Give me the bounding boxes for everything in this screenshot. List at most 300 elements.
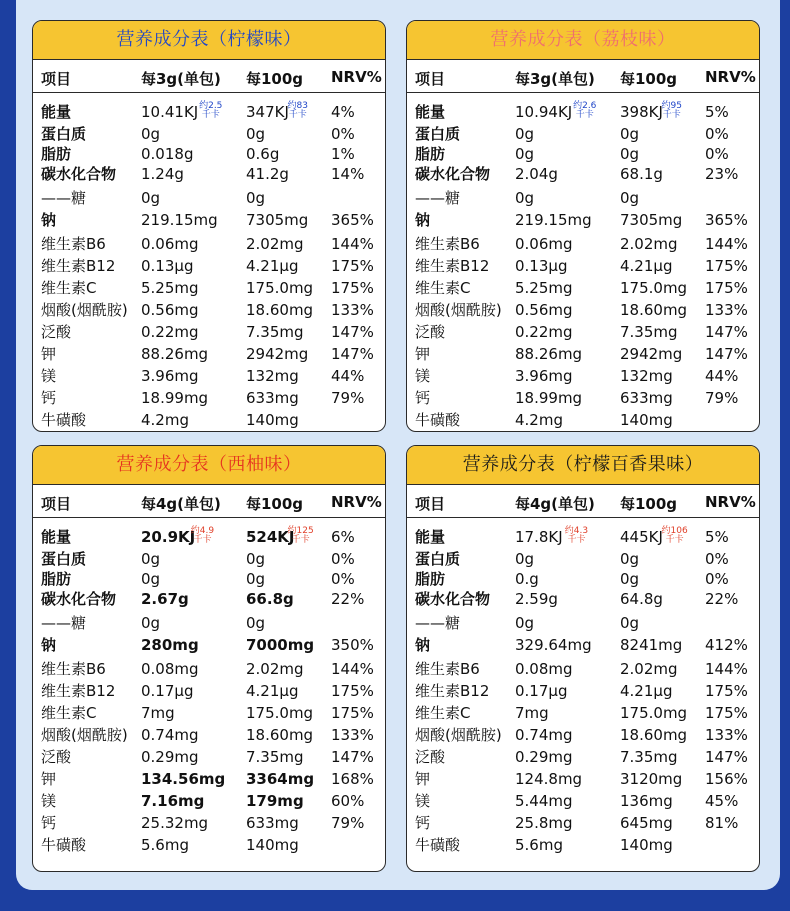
table-header — [33, 61, 385, 93]
nutrient-name: 钾 — [41, 770, 57, 788]
table-row — [407, 568, 759, 590]
per-100g-value: 140mg — [246, 836, 299, 854]
nutrient-name: 脂肪 — [415, 570, 446, 588]
nutrient-name: ——糖 — [41, 189, 87, 207]
header-nrv: NRV% — [705, 493, 756, 511]
nutrient-name: 能量 — [41, 103, 72, 121]
nutrient-name: 牛磺酸 — [415, 836, 461, 854]
per-pack-value: 0g — [141, 614, 161, 632]
per-pack-value: 5.44mg — [515, 792, 573, 810]
per-pack-value: 329.64mg — [515, 636, 592, 654]
table-row — [407, 187, 759, 209]
per-100g-value: 0g — [620, 570, 640, 588]
per-100g-value: 41.2g — [246, 165, 289, 183]
per-100g-value: 179mg — [246, 792, 304, 810]
per-100g-value: 7.35mg — [246, 748, 304, 766]
per-pack-value: 2.04g — [515, 165, 558, 183]
per-pack-value: 18.99mg — [515, 389, 583, 407]
nrv-value: 5% — [705, 528, 729, 546]
table-row — [33, 233, 385, 255]
per-100g-value: 8241mg — [620, 636, 683, 654]
header-per-100g: 每100g — [246, 495, 304, 513]
header-nrv: NRV% — [331, 68, 382, 86]
nrv-value: 0% — [705, 570, 729, 588]
table-row — [33, 768, 385, 790]
nrv-value: 133% — [705, 301, 748, 319]
table-row — [407, 588, 759, 610]
header-per-pack: 每3g(单包) — [141, 70, 221, 88]
per-pack-value: 0g — [515, 125, 535, 143]
header-nrv: NRV% — [705, 68, 756, 86]
table-row — [33, 680, 385, 702]
table-row — [33, 702, 385, 724]
per-pack-value: 0.g — [515, 570, 539, 588]
nutrient-name: 钾 — [41, 345, 57, 363]
kcal-annotation: 约4.3 千卡 — [564, 526, 589, 545]
per-pack-value: 280mg — [141, 636, 199, 654]
kcal-annotation: 约106 千卡 — [661, 526, 688, 545]
per-pack-value: 18.99mg — [141, 389, 209, 407]
per-100g-value: 4.21μg — [246, 257, 299, 275]
nutrient-name: 烟酸(烟酰胺) — [41, 726, 128, 744]
per-100g-value: 66.8g — [246, 590, 294, 608]
per-pack-value: 0.13μg — [141, 257, 194, 275]
per-100g-value: 18.60mg — [246, 301, 314, 319]
nutrient-name: ——糖 — [415, 189, 461, 207]
per-100g-value: 140mg — [620, 836, 673, 854]
table-row — [33, 790, 385, 812]
per-pack-value: 2.59g — [515, 590, 558, 608]
nutrient-name: 维生素C — [415, 704, 471, 722]
nrv-value: 5% — [705, 103, 729, 121]
per-100g-value: 4.21μg — [620, 682, 673, 700]
nrv-value: 22% — [705, 590, 739, 608]
per-100g-value: 0g — [620, 189, 640, 207]
nrv-value: 4% — [331, 103, 355, 121]
nrv-value: 350% — [331, 636, 374, 654]
table-row — [407, 834, 759, 856]
nrv-value: 60% — [331, 792, 365, 810]
per-100g-value: 132mg — [620, 367, 673, 385]
per-pack-value: 7.16mg — [141, 792, 205, 810]
nutrient-name: 镁 — [415, 367, 431, 385]
nrv-value: 144% — [331, 235, 374, 253]
per-100g-value: 0g — [246, 550, 266, 568]
nutrient-name: 钙 — [41, 814, 57, 832]
per-pack-value: 5.25mg — [141, 279, 199, 297]
table-row — [33, 277, 385, 299]
nutrient-name: 钙 — [41, 389, 57, 407]
nrv-value: 0% — [331, 550, 355, 568]
nrv-value: 0% — [705, 125, 729, 143]
per-pack-value: 0.29mg — [515, 748, 573, 766]
nutrient-name: 牛磺酸 — [415, 411, 461, 429]
header-per-pack: 每4g(单包) — [515, 495, 595, 513]
nutrient-name: 蛋白质 — [415, 550, 461, 568]
nutrient-name: 维生素B6 — [41, 660, 106, 678]
per-pack-value: 134.56mg — [141, 770, 226, 788]
header-divider — [33, 517, 385, 518]
per-100g-value: 136mg — [620, 792, 673, 810]
per-pack-value: 0g — [141, 189, 161, 207]
nutrient-name: 碳水化合物 — [41, 590, 117, 608]
nutrient-name: 镁 — [415, 792, 431, 810]
table-header — [407, 61, 759, 93]
table-row — [407, 812, 759, 834]
per-100g-value: 175.0mg — [620, 279, 688, 297]
table-row — [33, 612, 385, 634]
per-pack-value: 3.96mg — [515, 367, 573, 385]
per-100g-value: 18.60mg — [620, 726, 688, 744]
per-100g-value: 132mg — [246, 367, 299, 385]
nrv-value: 44% — [331, 367, 365, 385]
per-100g-value: 2942mg — [620, 345, 683, 363]
nutrient-name: 维生素B6 — [415, 660, 480, 678]
nutrient-name: 能量 — [41, 528, 72, 546]
per-pack-value: 1.24g — [141, 165, 184, 183]
nutrient-name: 维生素B6 — [415, 235, 480, 253]
nrv-value: 175% — [705, 682, 748, 700]
kcal-annotation: 约4.9 千卡 — [190, 526, 215, 545]
nutrient-name: 维生素C — [41, 704, 97, 722]
header-per-100g: 每100g — [620, 70, 678, 88]
nutrient-name: 钠 — [41, 636, 57, 654]
nutrient-name: 钠 — [415, 636, 431, 654]
table-row — [33, 634, 385, 656]
nutrient-name: 钙 — [415, 389, 431, 407]
table-row — [407, 163, 759, 185]
per-100g-value: 398KJ — [620, 103, 663, 121]
table-row — [33, 143, 385, 165]
per-pack-value: 5.25mg — [515, 279, 573, 297]
per-pack-value: 0.17μg — [141, 682, 194, 700]
per-100g-value: 0g — [246, 570, 266, 588]
per-100g-value: 4.21μg — [246, 682, 299, 700]
nrv-value: 175% — [331, 704, 374, 722]
per-pack-value: 0g — [141, 125, 161, 143]
nrv-value: 133% — [331, 726, 374, 744]
nutrient-name: 烟酸(烟酰胺) — [415, 301, 502, 319]
per-pack-value: 25.32mg — [141, 814, 209, 832]
table-row — [407, 702, 759, 724]
nutrient-name: 维生素C — [415, 279, 471, 297]
nutrient-name: 泛酸 — [41, 748, 72, 766]
nrv-value: 0% — [705, 145, 729, 163]
nutrient-name: 维生素B6 — [41, 235, 106, 253]
per-pack-value: 17.8KJ — [515, 528, 563, 546]
kcal-annotation: 约83 千卡 — [287, 101, 308, 120]
per-pack-value: 0g — [515, 550, 535, 568]
per-pack-value: 0.74mg — [141, 726, 199, 744]
header-divider — [33, 92, 385, 93]
per-100g-value: 633mg — [620, 389, 673, 407]
table-row — [33, 812, 385, 834]
nrv-value: 81% — [705, 814, 739, 832]
per-100g-value: 7305mg — [246, 211, 309, 229]
per-pack-value: 0.22mg — [515, 323, 573, 341]
header-per-100g: 每100g — [246, 70, 304, 88]
nrv-value: 147% — [331, 345, 374, 363]
nrv-value: 147% — [331, 748, 374, 766]
nrv-value: 45% — [705, 792, 739, 810]
nutrient-name: 钙 — [415, 814, 431, 832]
table-row — [407, 143, 759, 165]
nrv-value: 175% — [705, 257, 748, 275]
per-pack-value: 219.15mg — [515, 211, 592, 229]
table-row — [33, 387, 385, 409]
nutrient-name: 维生素B12 — [41, 257, 116, 275]
table-row — [33, 526, 385, 548]
per-pack-value: 0.06mg — [141, 235, 199, 253]
nrv-value: 175% — [331, 257, 374, 275]
per-pack-value: 10.41KJ — [141, 103, 199, 121]
per-pack-value: 0.08mg — [141, 660, 199, 678]
nrv-value: 144% — [331, 660, 374, 678]
table-row — [407, 101, 759, 123]
per-pack-value: 219.15mg — [141, 211, 218, 229]
table-row — [407, 526, 759, 548]
per-pack-value: 0g — [515, 145, 535, 163]
per-pack-value: 0g — [515, 614, 535, 632]
nrv-value: 365% — [331, 211, 374, 229]
table-row — [407, 209, 759, 231]
nrv-value: 0% — [705, 550, 729, 568]
nutrient-name: 钾 — [415, 345, 431, 363]
per-100g-value: 633mg — [246, 814, 299, 832]
per-pack-value: 5.6mg — [141, 836, 189, 854]
nrv-value: 14% — [331, 165, 365, 183]
per-pack-value: 0.56mg — [515, 301, 573, 319]
nrv-value: 147% — [331, 323, 374, 341]
per-100g-value: 445KJ — [620, 528, 663, 546]
per-pack-value: 0.56mg — [141, 301, 199, 319]
nutrient-name: ——糖 — [415, 614, 461, 632]
nrv-value: 133% — [331, 301, 374, 319]
per-pack-value: 0.06mg — [515, 235, 573, 253]
per-pack-value: 7mg — [141, 704, 175, 722]
header-per-pack: 每3g(单包) — [515, 70, 595, 88]
nrv-value: 144% — [705, 660, 748, 678]
header-divider — [407, 92, 759, 93]
per-pack-value: 0g — [141, 570, 161, 588]
header-per-100g: 每100g — [620, 495, 678, 513]
nutrient-name: 钾 — [415, 770, 431, 788]
header-item: 项目 — [415, 70, 446, 88]
per-pack-value: 20.9KJ — [141, 528, 196, 546]
nutrient-name: 脂肪 — [41, 145, 72, 163]
nrv-value: 147% — [705, 748, 748, 766]
nrv-value: 412% — [705, 636, 748, 654]
nutrient-name: 能量 — [415, 103, 446, 121]
panel-title: 营养成分表（荔枝味） — [407, 21, 759, 60]
nrv-value: 0% — [331, 570, 355, 588]
per-100g-value: 7305mg — [620, 211, 683, 229]
nutrient-name: 烟酸(烟酰胺) — [415, 726, 502, 744]
per-100g-value: 3120mg — [620, 770, 683, 788]
nrv-value: 175% — [705, 704, 748, 722]
nutrient-name: 钠 — [41, 211, 57, 229]
per-100g-value: 0g — [620, 145, 640, 163]
table-row — [407, 548, 759, 570]
per-100g-value: 347KJ — [246, 103, 289, 121]
per-100g-value: 4.21μg — [620, 257, 673, 275]
per-100g-value: 0g — [620, 550, 640, 568]
per-pack-value: 88.26mg — [515, 345, 583, 363]
per-100g-value: 7.35mg — [246, 323, 304, 341]
per-pack-value: 25.8mg — [515, 814, 573, 832]
table-row — [33, 101, 385, 123]
table-row — [33, 409, 385, 431]
per-100g-value: 18.60mg — [246, 726, 314, 744]
per-pack-value: 0.29mg — [141, 748, 199, 766]
per-100g-value: 0g — [246, 189, 266, 207]
nutrient-name: 碳水化合物 — [41, 165, 117, 183]
table-row — [407, 724, 759, 746]
per-100g-value: 645mg — [620, 814, 673, 832]
header-nrv: NRV% — [331, 493, 382, 511]
header-item: 项目 — [41, 70, 72, 88]
table-row — [407, 233, 759, 255]
nutrient-name: 脂肪 — [415, 145, 446, 163]
kcal-annotation: 约2.5 千卡 — [199, 101, 223, 120]
nutrient-name: 能量 — [415, 528, 446, 546]
per-100g-value: 2.02mg — [620, 235, 678, 253]
nutrient-name: 牛磺酸 — [41, 411, 87, 429]
nutrient-name: 泛酸 — [41, 323, 72, 341]
nrv-value: 147% — [705, 323, 748, 341]
per-100g-value: 0.6g — [246, 145, 280, 163]
nrv-value: 133% — [705, 726, 748, 744]
per-pack-value: 0.018g — [141, 145, 194, 163]
nutrient-name: 维生素B12 — [41, 682, 116, 700]
table-row — [33, 658, 385, 680]
nrv-value: 365% — [705, 211, 748, 229]
nrv-value: 144% — [705, 235, 748, 253]
nrv-value: 22% — [331, 590, 365, 608]
per-100g-value: 68.1g — [620, 165, 663, 183]
per-100g-value: 175.0mg — [246, 279, 314, 297]
kcal-annotation: 约125 千卡 — [287, 526, 314, 545]
per-pack-value: 5.6mg — [515, 836, 563, 854]
table-row — [407, 387, 759, 409]
table-row — [407, 790, 759, 812]
nrv-value: 79% — [331, 814, 365, 832]
per-pack-value: 2.67g — [141, 590, 189, 608]
content-area — [16, 0, 780, 890]
table-row — [33, 321, 385, 343]
per-pack-value: 0g — [515, 189, 535, 207]
per-pack-value: 0g — [141, 550, 161, 568]
table-row — [407, 658, 759, 680]
per-pack-value: 4.2mg — [515, 411, 563, 429]
nrv-value: 1% — [331, 145, 355, 163]
nrv-value: 147% — [705, 345, 748, 363]
table-row — [33, 187, 385, 209]
per-pack-value: 0.74mg — [515, 726, 573, 744]
nrv-value: 79% — [331, 389, 365, 407]
table-row — [407, 365, 759, 387]
kcal-annotation: 约2.6 千卡 — [573, 101, 597, 120]
table-row — [33, 343, 385, 365]
header-per-pack: 每4g(单包) — [141, 495, 221, 513]
header-item: 项目 — [41, 495, 72, 513]
per-pack-value: 4.2mg — [141, 411, 189, 429]
per-100g-value: 3364mg — [246, 770, 315, 788]
nutrition-panel-lychee — [406, 20, 760, 432]
nutrient-name: 泛酸 — [415, 748, 446, 766]
table-row — [407, 123, 759, 145]
nutrient-name: ——糖 — [41, 614, 87, 632]
per-pack-value: 3.96mg — [141, 367, 199, 385]
table-row — [407, 409, 759, 431]
per-100g-value: 140mg — [246, 411, 299, 429]
nutrition-panel-grapefruit — [32, 445, 386, 872]
kcal-annotation: 约95 千卡 — [661, 101, 682, 120]
per-pack-value: 0.13μg — [515, 257, 568, 275]
table-row — [407, 343, 759, 365]
nutrient-name: 镁 — [41, 792, 57, 810]
nutrient-name: 烟酸(烟酰胺) — [41, 301, 128, 319]
panel-title: 营养成分表（柠檬味） — [33, 21, 385, 60]
nrv-value: 175% — [331, 682, 374, 700]
nutrient-name: 镁 — [41, 367, 57, 385]
nutrient-name: 钠 — [415, 211, 431, 229]
nrv-value: 79% — [705, 389, 739, 407]
per-pack-value: 124.8mg — [515, 770, 583, 788]
table-row — [33, 724, 385, 746]
table-row — [33, 568, 385, 590]
nrv-value: 44% — [705, 367, 739, 385]
header-divider — [407, 517, 759, 518]
per-pack-value: 0.17μg — [515, 682, 568, 700]
per-100g-value: 2.02mg — [620, 660, 678, 678]
table-header — [407, 486, 759, 518]
per-100g-value: 18.60mg — [620, 301, 688, 319]
table-header — [33, 486, 385, 518]
table-row — [407, 277, 759, 299]
nrv-value: 0% — [331, 125, 355, 143]
table-row — [33, 834, 385, 856]
table-row — [33, 163, 385, 185]
per-100g-value: 2.02mg — [246, 660, 304, 678]
table-row — [407, 255, 759, 277]
per-100g-value: 175.0mg — [246, 704, 314, 722]
nrv-value: 168% — [331, 770, 374, 788]
nutrition-panel-lemon — [32, 20, 386, 432]
per-pack-value: 10.94KJ — [515, 103, 573, 121]
table-row — [407, 612, 759, 634]
per-100g-value: 64.8g — [620, 590, 663, 608]
per-100g-value: 7000mg — [246, 636, 315, 654]
nutrition-panel-lemon-passionfruit — [406, 445, 760, 872]
table-row — [407, 746, 759, 768]
table-row — [407, 299, 759, 321]
per-100g-value: 7.35mg — [620, 323, 678, 341]
nrv-value: 175% — [331, 279, 374, 297]
per-pack-value: 88.26mg — [141, 345, 209, 363]
nutrient-name: 维生素C — [41, 279, 97, 297]
nutrient-name: 维生素B12 — [415, 257, 490, 275]
per-pack-value: 0.08mg — [515, 660, 573, 678]
nutrient-name: 蛋白质 — [41, 125, 87, 143]
table-row — [33, 123, 385, 145]
nrv-value: 156% — [705, 770, 748, 788]
per-100g-value: 2942mg — [246, 345, 309, 363]
nrv-value: 175% — [705, 279, 748, 297]
nutrient-name: 碳水化合物 — [415, 165, 491, 183]
table-row — [33, 548, 385, 570]
header-item: 项目 — [415, 495, 446, 513]
